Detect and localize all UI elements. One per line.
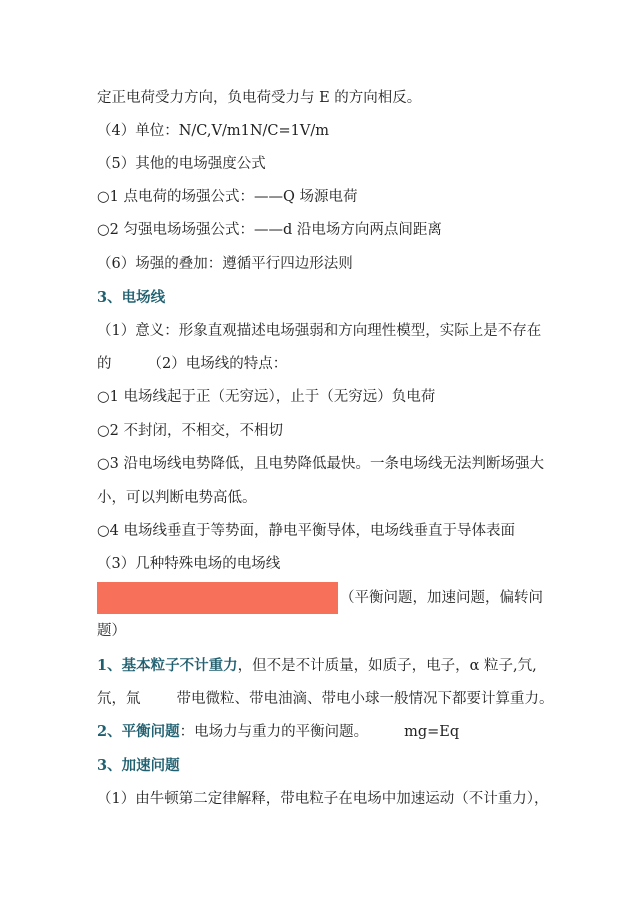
equation: mg=Eq [404, 724, 460, 740]
text-line: ○2 不封闭，不相交，不相切 [97, 423, 283, 439]
section-heading: 3、电场线 [97, 289, 166, 306]
text-line: ○3 沿电场线电势降低，且电势降低最快。一条电场线无法判断场强大 [97, 456, 544, 472]
text-line: ○1 点电荷的场强公式：——Q 场源电荷 [97, 189, 358, 205]
text-line: 定正电荷受力方向，负电荷受力与 E 的方向相反。 [97, 90, 422, 106]
text-line: （1）意义：形象直观描述电场强弱和方向理性模型，实际上是不存在 [97, 323, 542, 339]
text-line: （3）几种特殊电场的电场线 [97, 556, 281, 572]
text-line [97, 354, 547, 374]
text-line: ○2 匀强电场场强公式：——d 沿电场方向两点间距离 [97, 222, 442, 238]
text-line: 小，可以判断电势高低。 [97, 490, 257, 506]
term-heading: 1、基本粒子不计重力 [97, 657, 238, 674]
text-line: ○1 电场线起于正（无穷远），止于（无穷远）负电荷 [97, 389, 436, 405]
text-line: （5）其他的电场强度公式 [97, 156, 266, 172]
text-line: （6）场强的叠加：遵循平行四边形法则 [97, 256, 353, 272]
text-line [97, 656, 547, 676]
text-line [97, 722, 547, 742]
text-line: （平衡问题，加速问题，偏转问 [340, 590, 543, 606]
text-line: （1）由牛顿第二定律解释，带电粒子在电场中加速运动（不计重力）， [97, 791, 549, 807]
text-line [97, 689, 554, 709]
text-fragment: 的 [97, 356, 112, 372]
text-fragment: ，但不是不计质量，如质子，电子，α 粒子,氕, [237, 658, 537, 674]
text-fragment: （2）电场线的特点： [147, 356, 288, 372]
text-fragment: 带电微粒、带电油滴、带电小球一般情况下都要计算重力。 [176, 691, 554, 707]
text-line: （4）单位：N/C,V/m1N/C=1V/m [97, 123, 329, 139]
text-fragment: 氘，氚 [97, 691, 141, 707]
section-heading: 3、加速问题 [97, 757, 180, 774]
text-line: ○4 电场线垂直于等势面，静电平衡导体，电场线垂直于导体表面 [97, 523, 515, 539]
term-heading: 2、平衡问题 [97, 723, 180, 740]
redacted-block [97, 582, 338, 614]
text-fragment: ：电场力与重力的平衡问题。 [179, 724, 369, 740]
text-line: 题） [97, 623, 126, 639]
